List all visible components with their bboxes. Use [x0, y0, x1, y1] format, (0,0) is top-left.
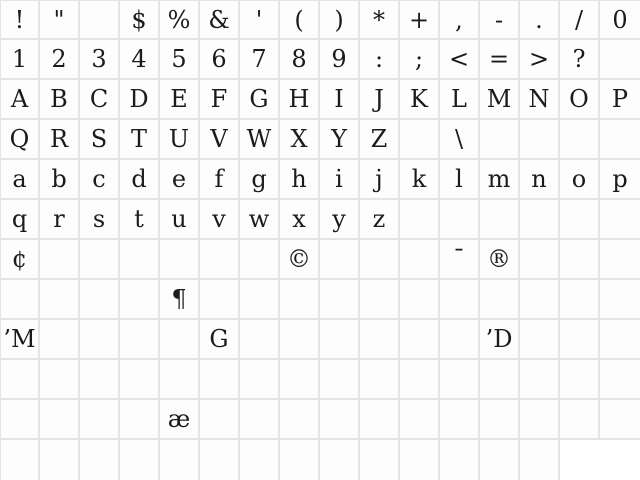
glyph-cell[interactable] [80, 400, 120, 440]
glyph-cell[interactable]: s [80, 200, 120, 240]
glyph-cell[interactable] [120, 360, 160, 400]
glyph-cell[interactable] [320, 400, 360, 440]
glyph-cell[interactable]: 9 [320, 40, 360, 80]
glyph-cell[interactable] [40, 320, 80, 360]
glyph-cell[interactable] [560, 120, 600, 160]
glyph-row [0, 280, 640, 320]
glyph-cell[interactable]: e [160, 160, 200, 200]
glyph-cell[interactable]: F [200, 80, 240, 120]
glyph-cell[interactable] [320, 280, 360, 320]
glyph-row [0, 400, 640, 440]
glyph-cell[interactable]: S [80, 120, 120, 160]
glyph-cell[interactable]: f [200, 160, 240, 200]
glyph-cell[interactable]: G [240, 80, 280, 120]
glyph-cell[interactable]: ¶ [160, 280, 200, 320]
glyph-cell[interactable]: G [200, 320, 240, 360]
glyph-cell[interactable] [240, 400, 280, 440]
glyph-cell[interactable]: ’D [480, 320, 520, 360]
glyph-cell[interactable] [80, 280, 120, 320]
glyph-cell[interactable] [600, 240, 640, 280]
glyph-cell[interactable]: 5 [160, 40, 200, 80]
glyph-cell[interactable] [0, 440, 40, 480]
glyph-cell[interactable]: 6 [200, 40, 240, 80]
glyph-cell[interactable] [280, 400, 320, 440]
glyph-cell[interactable]: Y [320, 120, 360, 160]
glyph-cell[interactable]: p [600, 160, 640, 200]
glyph-cell[interactable]: . [520, 0, 560, 40]
glyph-cell[interactable]: & [200, 0, 240, 40]
glyph-cell[interactable] [520, 320, 560, 360]
glyph-cell[interactable]: K [400, 80, 440, 120]
glyph-cell[interactable]: t [120, 200, 160, 240]
glyph-cell[interactable]: z [360, 200, 400, 240]
glyph-cell[interactable] [80, 360, 120, 400]
glyph-cell[interactable]: ! [0, 0, 40, 40]
glyph-cell[interactable] [600, 40, 640, 80]
glyph-cell[interactable]: ¯ [440, 240, 480, 280]
glyph-cell[interactable]: w [240, 200, 280, 240]
glyph-cell[interactable] [40, 240, 80, 280]
glyph-cell[interactable]: D [120, 80, 160, 120]
glyph-cell[interactable]: > [520, 40, 560, 80]
glyph-cell[interactable]: Q [0, 120, 40, 160]
glyph-cell[interactable] [160, 240, 200, 280]
glyph-cell[interactable] [280, 280, 320, 320]
glyph-cell[interactable]: i [320, 160, 360, 200]
glyph-cell[interactable]: N [520, 80, 560, 120]
glyph-cell[interactable] [320, 240, 360, 280]
glyph-cell[interactable]: a [0, 160, 40, 200]
glyph-cell[interactable] [360, 280, 400, 320]
glyph-cell[interactable] [400, 400, 440, 440]
glyph-cell[interactable] [40, 400, 80, 440]
glyph-cell[interactable]: 2 [40, 40, 80, 80]
glyph-cell[interactable] [0, 360, 40, 400]
glyph-cell[interactable]: - [480, 0, 520, 40]
glyph-cell[interactable]: k [400, 160, 440, 200]
glyph-cell[interactable]: 4 [120, 40, 160, 80]
glyph-cell[interactable] [280, 440, 320, 480]
glyph-cell[interactable]: / [560, 0, 600, 40]
glyph-cell[interactable]: d [120, 160, 160, 200]
glyph-cell[interactable] [600, 200, 640, 240]
glyph-cell[interactable]: v [200, 200, 240, 240]
glyph-cell[interactable] [520, 200, 560, 240]
glyph-cell[interactable] [400, 440, 440, 480]
glyph-cell[interactable]: ( [280, 0, 320, 40]
glyph-cell[interactable]: " [40, 0, 80, 40]
glyph-cell[interactable]: W [240, 120, 280, 160]
glyph-cell[interactable] [600, 120, 640, 160]
glyph-cell[interactable]: h [280, 160, 320, 200]
glyph-cell[interactable] [480, 200, 520, 240]
glyph-cell[interactable] [200, 240, 240, 280]
glyph-cell[interactable] [360, 400, 400, 440]
glyph-cell[interactable]: C [80, 80, 120, 120]
glyph-cell[interactable]: m [480, 160, 520, 200]
glyph-cell[interactable]: Z [360, 120, 400, 160]
glyph-cell[interactable]: r [40, 200, 80, 240]
glyph-cell[interactable]: $ [120, 0, 160, 40]
glyph-cell[interactable] [40, 440, 80, 480]
glyph-row [0, 320, 640, 360]
glyph-cell[interactable]: æ [160, 400, 200, 440]
glyph-cell[interactable]: 0 [600, 0, 640, 40]
glyph-cell[interactable] [480, 120, 520, 160]
glyph-row [0, 200, 640, 240]
glyph-cell[interactable] [320, 360, 360, 400]
glyph-cell[interactable]: B [40, 80, 80, 120]
glyph-cell[interactable] [600, 280, 640, 320]
glyph-cell[interactable]: 3 [80, 40, 120, 80]
glyph-cell[interactable]: = [480, 40, 520, 80]
glyph-cell[interactable]: y [320, 200, 360, 240]
glyph-cell[interactable] [480, 400, 520, 440]
glyph-cell[interactable] [160, 440, 200, 480]
glyph-cell[interactable]: n [520, 160, 560, 200]
glyph-cell[interactable]: * [360, 0, 400, 40]
glyph-cell[interactable] [440, 400, 480, 440]
glyph-cell[interactable] [320, 320, 360, 360]
glyph-cell[interactable] [40, 360, 80, 400]
glyph-cell[interactable]: ) [320, 0, 360, 40]
glyph-cell[interactable] [200, 400, 240, 440]
glyph-cell[interactable] [600, 360, 640, 400]
glyph-cell[interactable] [520, 360, 560, 400]
glyph-cell[interactable]: T [120, 120, 160, 160]
glyph-cell[interactable] [400, 320, 440, 360]
glyph-cell[interactable] [480, 360, 520, 400]
glyph-cell[interactable] [440, 360, 480, 400]
glyph-cell[interactable]: l [440, 160, 480, 200]
glyph-cell[interactable]: P [600, 80, 640, 120]
glyph-cell[interactable]: O [560, 80, 600, 120]
glyph-cell[interactable] [520, 280, 560, 320]
empty-corner [560, 440, 600, 480]
glyph-cell[interactable] [480, 440, 520, 480]
glyph-cell[interactable]: q [0, 200, 40, 240]
glyph-cell[interactable]: X [280, 120, 320, 160]
glyph-cell[interactable] [360, 440, 400, 480]
glyph-cell[interactable]: ¢ [0, 240, 40, 280]
glyph-cell[interactable]: < [440, 40, 480, 80]
glyph-cell[interactable] [240, 240, 280, 280]
glyph-cell[interactable]: : [360, 40, 400, 80]
glyph-cell[interactable]: ? [560, 40, 600, 80]
glyph-cell[interactable] [360, 240, 400, 280]
glyph-cell[interactable] [600, 400, 640, 440]
glyph-cell[interactable] [440, 320, 480, 360]
glyph-cell[interactable] [200, 360, 240, 400]
glyph-cell[interactable] [560, 200, 600, 240]
glyph-cell[interactable]: c [80, 160, 120, 200]
glyph-cell[interactable]: © [280, 240, 320, 280]
glyph-cell[interactable] [240, 440, 280, 480]
glyph-cell[interactable] [0, 280, 40, 320]
glyph-cell[interactable] [400, 200, 440, 240]
glyph-cell[interactable] [280, 360, 320, 400]
glyph-cell[interactable] [80, 240, 120, 280]
glyph-cell[interactable]: A [0, 80, 40, 120]
glyph-cell[interactable] [400, 240, 440, 280]
glyph-cell[interactable]: M [480, 80, 520, 120]
glyph-row [0, 160, 640, 200]
glyph-cell[interactable]: u [160, 200, 200, 240]
glyph-cell[interactable] [120, 400, 160, 440]
glyph-row [0, 40, 640, 80]
glyph-cell[interactable] [560, 320, 600, 360]
glyph-cell[interactable] [520, 240, 560, 280]
glyph-cell[interactable]: + [400, 0, 440, 40]
glyph-cell[interactable] [600, 320, 640, 360]
glyph-row [0, 120, 640, 160]
glyph-cell[interactable]: E [160, 80, 200, 120]
glyph-cell[interactable]: g [240, 160, 280, 200]
glyph-cell[interactable]: ; [400, 40, 440, 80]
glyph-row [0, 0, 640, 40]
glyph-cell[interactable] [120, 280, 160, 320]
glyph-cell[interactable] [240, 320, 280, 360]
glyph-cell[interactable]: , [440, 0, 480, 40]
glyph-cell[interactable]: b [40, 160, 80, 200]
glyph-cell[interactable] [440, 440, 480, 480]
glyph-cell[interactable] [40, 280, 80, 320]
glyph-cell[interactable] [560, 240, 600, 280]
glyph-cell[interactable]: j [360, 160, 400, 200]
glyph-cell[interactable] [400, 360, 440, 400]
glyph-cell[interactable] [520, 440, 560, 480]
glyph-cell[interactable]: ’M [0, 320, 40, 360]
glyph-cell[interactable] [360, 360, 400, 400]
glyph-cell[interactable] [120, 440, 160, 480]
glyph-cell[interactable] [160, 360, 200, 400]
glyph-cell[interactable]: R [40, 120, 80, 160]
glyph-cell[interactable]: J [360, 80, 400, 120]
glyph-cell[interactable] [80, 440, 120, 480]
glyph-cell[interactable] [240, 360, 280, 400]
glyph-cell[interactable] [200, 440, 240, 480]
glyph-cell[interactable]: 8 [280, 40, 320, 80]
glyph-cell[interactable] [200, 280, 240, 320]
glyph-cell[interactable] [400, 280, 440, 320]
glyph-cell[interactable] [440, 200, 480, 240]
glyph-cell[interactable] [560, 360, 600, 400]
glyph-cell[interactable] [280, 320, 320, 360]
glyph-cell[interactable] [440, 280, 480, 320]
glyph-row [0, 440, 640, 480]
glyph-cell[interactable]: 7 [240, 40, 280, 80]
glyph-row [0, 360, 640, 400]
glyph-cell[interactable]: L [440, 80, 480, 120]
glyph-cell[interactable]: % [160, 0, 200, 40]
glyph-cell[interactable] [480, 280, 520, 320]
glyph-row [0, 240, 640, 280]
glyph-cell[interactable] [160, 320, 200, 360]
glyph-cell[interactable] [320, 440, 360, 480]
glyph-cell[interactable] [560, 280, 600, 320]
glyph-cell[interactable] [0, 400, 40, 440]
glyph-cell[interactable]: V [200, 120, 240, 160]
glyph-cell[interactable]: o [560, 160, 600, 200]
glyph-row [0, 80, 640, 120]
glyph-cell[interactable] [120, 240, 160, 280]
glyph-cell[interactable]: H [280, 80, 320, 120]
glyph-cell[interactable] [80, 320, 120, 360]
glyph-cell[interactable] [80, 0, 120, 40]
glyph-cell[interactable] [520, 400, 560, 440]
glyph-cell[interactable] [240, 280, 280, 320]
empty-corner [600, 440, 640, 480]
glyph-cell[interactable]: U [160, 120, 200, 160]
glyph-cell[interactable]: I [320, 80, 360, 120]
glyph-cell[interactable]: 1 [0, 40, 40, 80]
glyph-cell[interactable] [520, 120, 560, 160]
glyph-cell[interactable] [560, 400, 600, 440]
glyph-cell[interactable]: ® [480, 240, 520, 280]
glyph-cell[interactable] [120, 320, 160, 360]
glyph-cell[interactable] [360, 320, 400, 360]
glyph-cell[interactable]: ' [240, 0, 280, 40]
glyph-cell[interactable]: \ [440, 120, 480, 160]
glyph-cell[interactable]: x [280, 200, 320, 240]
glyph-cell[interactable] [400, 120, 440, 160]
